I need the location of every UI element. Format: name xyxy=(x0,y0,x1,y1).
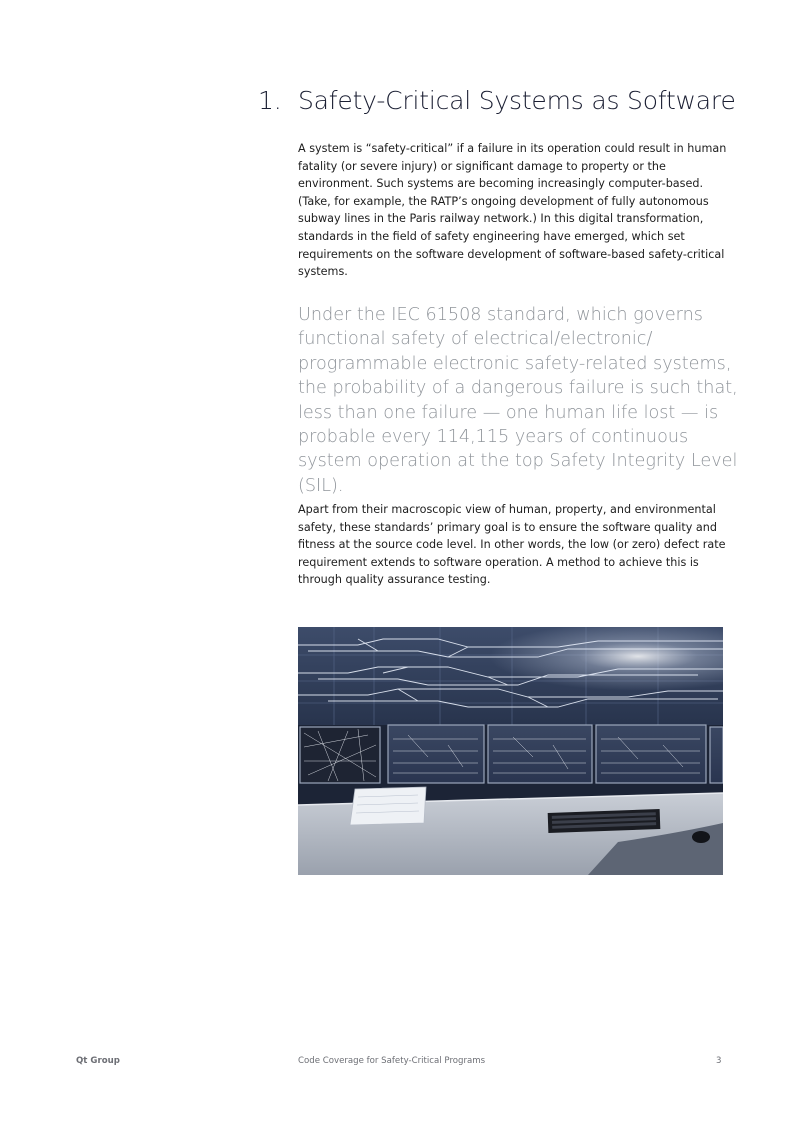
intro-paragraph: A system is “safety-critical” if a failure in its operation could result in human fatality (or severe injury) or significant damage to property or the environment. Such systems are becoming increasingly computer-based. (Take, for example, the RATP’s ongoing development of fully autonomous subway lines in the Paris railway network.) In this digital transformation, standards in the field of safety engineering have emerged, which set requirements on the software development of software-based safety-critical systems. xyxy=(298,142,727,279)
outro-paragraph: Apart from their macroscopic view of human, property, and environmental safety, these standards’ primary goal is to ensure the software quality and fitness at the source code level. In other words, the low (or zero) defect rate requirement extends to software operation. A method to achieve this is through quality assurance testing. xyxy=(298,503,726,587)
footer-page-number: 3 xyxy=(716,1056,722,1066)
section-heading xyxy=(258,86,736,115)
footer-company: Qt Group xyxy=(76,1056,120,1066)
section-title: Safety-Critical Systems as Software xyxy=(298,86,736,115)
pull-quote: Under the IEC 61508 standard, which governs functional safety of electrical/electronic/ programmable electronic safety-related systems, the probability of a dangerous failure is such that, less than one failure — one human life lost — is probable every 114,115 years of continuous system operation at the top Safety Integrity Level (SIL). xyxy=(298,305,738,496)
control-room-photo xyxy=(298,627,723,875)
section-number: 1. xyxy=(258,86,282,115)
footer-document-title: Code Coverage for Safety-Critical Programs xyxy=(298,1056,486,1066)
